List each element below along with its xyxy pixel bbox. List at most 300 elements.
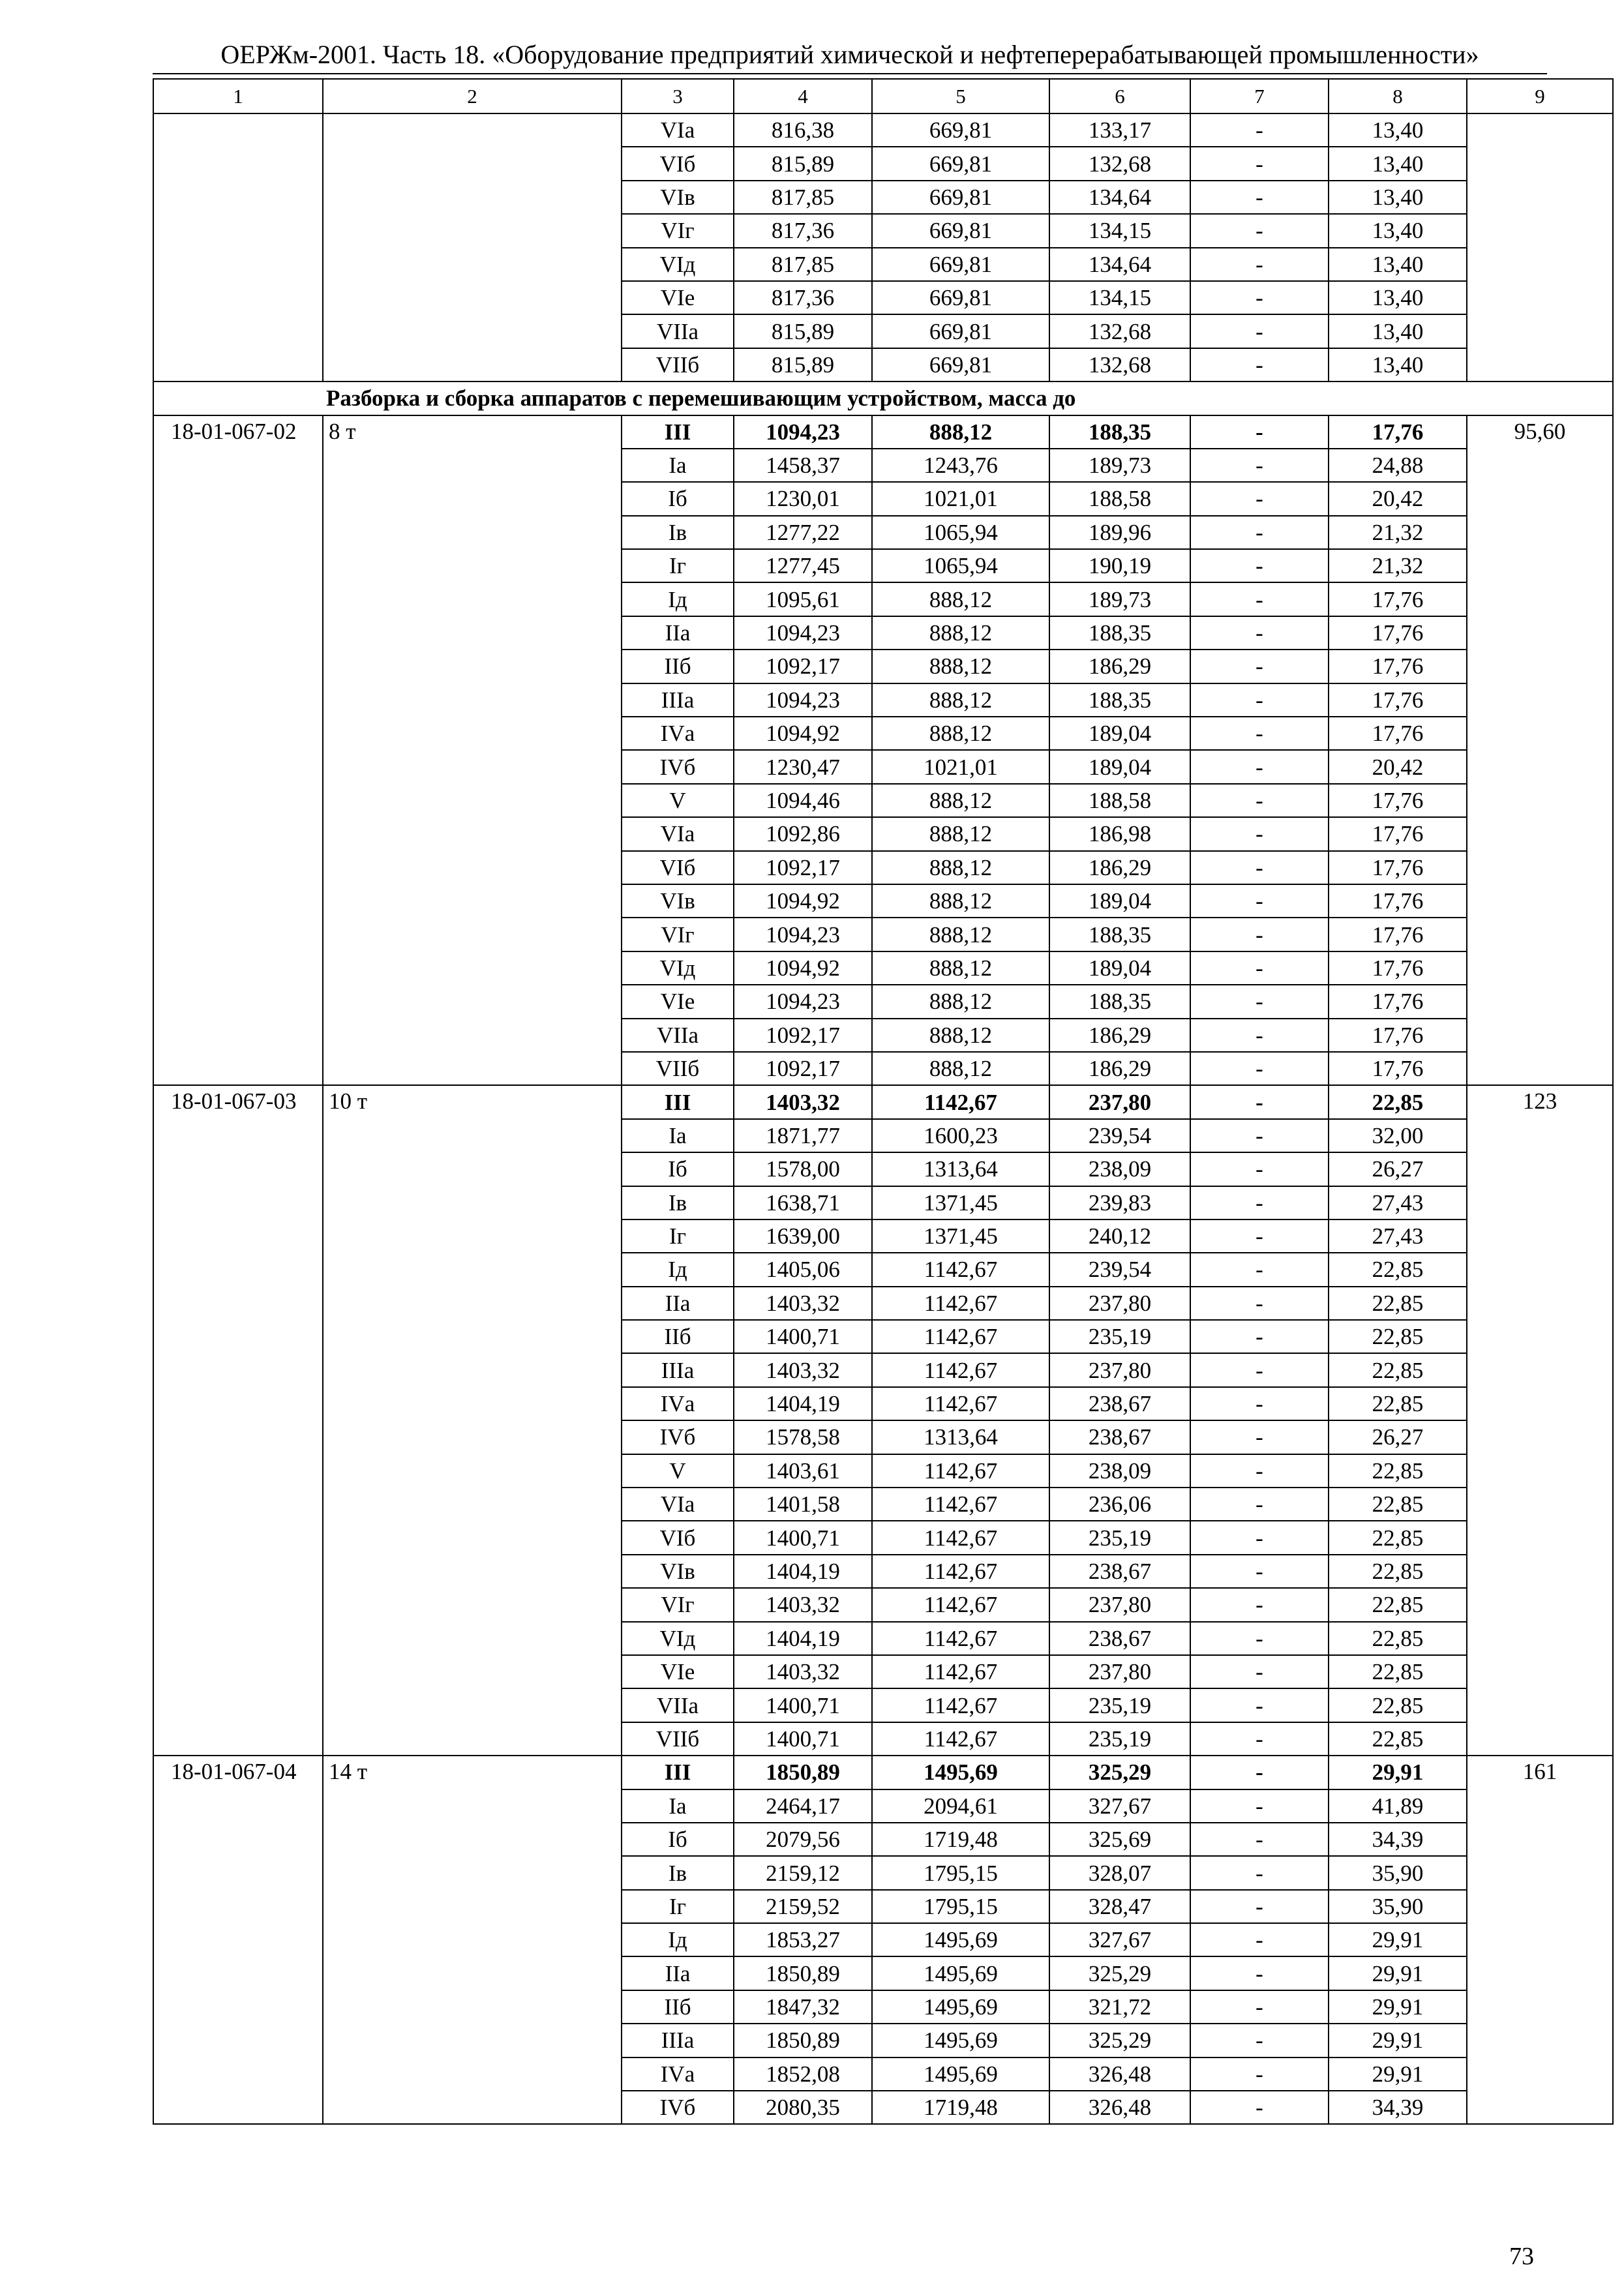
value-cell: 22,85 bbox=[1329, 1488, 1467, 1521]
value-cell: 888,12 bbox=[872, 918, 1049, 951]
column-number: 1 bbox=[153, 79, 323, 113]
value-cell: 188,35 bbox=[1049, 616, 1190, 650]
value-cell: 239,83 bbox=[1049, 1186, 1190, 1219]
value-cell: 22,85 bbox=[1329, 1253, 1467, 1286]
value-cell: VIIа bbox=[622, 1688, 734, 1722]
value-cell: 21,32 bbox=[1329, 549, 1467, 582]
value-cell: 888,12 bbox=[872, 650, 1049, 683]
value-cell: 1142,67 bbox=[872, 1353, 1049, 1386]
value-cell: 1403,32 bbox=[734, 1085, 872, 1118]
value-cell: 1065,94 bbox=[872, 549, 1049, 582]
column-number: 4 bbox=[734, 79, 872, 113]
value-cell: - bbox=[1190, 1287, 1329, 1320]
value-cell: 1578,58 bbox=[734, 1420, 872, 1454]
value-cell: 21,32 bbox=[1329, 516, 1467, 549]
value-cell: 239,54 bbox=[1049, 1253, 1190, 1286]
value-cell: 328,47 bbox=[1049, 1890, 1190, 1923]
rate-code: 18-01-067-03 bbox=[153, 1085, 323, 1756]
value-cell: VIв bbox=[622, 1555, 734, 1588]
value-cell: Iд bbox=[622, 1923, 734, 1956]
value-cell: 888,12 bbox=[872, 616, 1049, 650]
value-cell: 235,19 bbox=[1049, 1320, 1190, 1353]
value-cell: 326,48 bbox=[1049, 2057, 1190, 2091]
value-cell: 13,40 bbox=[1329, 214, 1467, 247]
value-cell: 22,85 bbox=[1329, 1688, 1467, 1722]
value-cell: IIIа bbox=[622, 1353, 734, 1386]
value-cell: 325,69 bbox=[1049, 1823, 1190, 1856]
value-cell: - bbox=[1190, 1253, 1329, 1286]
value-cell: 41,89 bbox=[1329, 1789, 1467, 1823]
value-cell: 1142,67 bbox=[872, 1588, 1049, 1621]
value-cell: 29,91 bbox=[1329, 1956, 1467, 1990]
value-cell: 27,43 bbox=[1329, 1186, 1467, 1219]
value-cell: 22,85 bbox=[1329, 1655, 1467, 1688]
value-cell: 325,29 bbox=[1049, 1756, 1190, 1789]
value-cell: 1495,69 bbox=[872, 1923, 1049, 1956]
value-cell: VIIб bbox=[622, 1722, 734, 1756]
value-cell: 13,40 bbox=[1329, 314, 1467, 348]
value-cell: - bbox=[1190, 181, 1329, 214]
value-cell: 815,89 bbox=[734, 147, 872, 180]
value-cell: - bbox=[1190, 884, 1329, 918]
value-cell: 35,90 bbox=[1329, 1890, 1467, 1923]
value-cell: 1243,76 bbox=[872, 449, 1049, 482]
value-cell: 1795,15 bbox=[872, 1856, 1049, 1889]
value-cell: - bbox=[1190, 1186, 1329, 1219]
value-cell: 32,00 bbox=[1329, 1119, 1467, 1152]
value-cell: - bbox=[1190, 1789, 1329, 1823]
value-cell: IVа bbox=[622, 1387, 734, 1420]
value-cell: - bbox=[1190, 2057, 1329, 2091]
value-cell: 1094,23 bbox=[734, 616, 872, 650]
value-cell: 22,85 bbox=[1329, 1353, 1467, 1386]
value-cell: - bbox=[1190, 582, 1329, 616]
table-body bbox=[153, 79, 1613, 2124]
value-cell: Iб bbox=[622, 1152, 734, 1186]
value-cell: Iа bbox=[622, 449, 734, 482]
value-cell: 888,12 bbox=[872, 582, 1049, 616]
column-number: 5 bbox=[872, 79, 1049, 113]
value-cell: 133,17 bbox=[1049, 113, 1190, 147]
table-row bbox=[153, 1756, 1613, 1789]
value-cell: - bbox=[1190, 951, 1329, 985]
rate-col9: 161 bbox=[1467, 1756, 1613, 2124]
value-cell: VIIб bbox=[622, 348, 734, 382]
value-cell: 13,40 bbox=[1329, 348, 1467, 382]
value-cell: III bbox=[622, 415, 734, 449]
value-cell: 22,85 bbox=[1329, 1454, 1467, 1488]
value-cell: IVа bbox=[622, 2057, 734, 2091]
value-cell: 26,27 bbox=[1329, 1152, 1467, 1186]
value-cell: 1458,37 bbox=[734, 449, 872, 482]
value-cell: 29,91 bbox=[1329, 1923, 1467, 1956]
column-number: 2 bbox=[323, 79, 622, 113]
page-header: ОЕРЖм-2001. Часть 18. «Оборудование предприятий химической и нефтеперерабатывающей промышленности» bbox=[220, 40, 1479, 69]
value-cell: - bbox=[1190, 1085, 1329, 1118]
value-cell: 238,67 bbox=[1049, 1420, 1190, 1454]
value-cell: 29,91 bbox=[1329, 2024, 1467, 2057]
value-cell: 888,12 bbox=[872, 985, 1049, 1018]
value-cell: 189,73 bbox=[1049, 449, 1190, 482]
value-cell: 1852,08 bbox=[734, 2057, 872, 2091]
value-cell: 17,76 bbox=[1329, 717, 1467, 750]
value-cell: 1371,45 bbox=[872, 1219, 1049, 1253]
table-row bbox=[153, 1085, 1613, 1118]
value-cell: - bbox=[1190, 817, 1329, 850]
value-cell: 888,12 bbox=[872, 717, 1049, 750]
value-cell: 134,15 bbox=[1049, 281, 1190, 314]
value-cell: 1065,94 bbox=[872, 516, 1049, 549]
value-cell: 817,85 bbox=[734, 181, 872, 214]
value-cell: - bbox=[1190, 1655, 1329, 1688]
value-cell: 1021,01 bbox=[872, 482, 1049, 515]
value-cell: 17,76 bbox=[1329, 616, 1467, 650]
value-cell: 888,12 bbox=[872, 1019, 1049, 1052]
value-cell: 1142,67 bbox=[872, 1387, 1049, 1420]
value-cell: - bbox=[1190, 784, 1329, 817]
value-cell: 13,40 bbox=[1329, 248, 1467, 281]
value-cell: - bbox=[1190, 214, 1329, 247]
value-cell: 1404,19 bbox=[734, 1555, 872, 1588]
value-cell: 1403,32 bbox=[734, 1588, 872, 1621]
value-cell: 2159,12 bbox=[734, 1856, 872, 1889]
value-cell: 1094,23 bbox=[734, 918, 872, 951]
value-cell: VIIа bbox=[622, 314, 734, 348]
value-cell: IVа bbox=[622, 717, 734, 750]
value-cell: 237,80 bbox=[1049, 1353, 1190, 1386]
value-cell: 188,35 bbox=[1049, 985, 1190, 1018]
value-cell: 1092,17 bbox=[734, 1019, 872, 1052]
value-cell: 27,43 bbox=[1329, 1219, 1467, 1253]
page-number: 73 bbox=[1509, 2243, 1534, 2270]
value-cell: - bbox=[1190, 683, 1329, 717]
value-cell: 2159,52 bbox=[734, 1890, 872, 1923]
value-cell: 1277,22 bbox=[734, 516, 872, 549]
value-cell: 237,80 bbox=[1049, 1287, 1190, 1320]
table-row bbox=[153, 113, 1613, 147]
value-cell: - bbox=[1190, 750, 1329, 783]
value-cell: 1400,71 bbox=[734, 1688, 872, 1722]
value-cell: 34,39 bbox=[1329, 1823, 1467, 1856]
value-cell: 17,76 bbox=[1329, 817, 1467, 850]
section-title: Разборка и сборка аппаратов с перемешивающим устройством, масса до bbox=[153, 382, 1613, 415]
value-cell: 1142,67 bbox=[872, 1688, 1049, 1722]
value-cell: VIв bbox=[622, 181, 734, 214]
value-cell: 1404,19 bbox=[734, 1387, 872, 1420]
value-cell: - bbox=[1190, 1152, 1329, 1186]
value-cell: 17,76 bbox=[1329, 1052, 1467, 1085]
value-cell: 1871,77 bbox=[734, 1119, 872, 1152]
value-cell: 328,07 bbox=[1049, 1856, 1190, 1889]
value-cell: 238,09 bbox=[1049, 1454, 1190, 1488]
value-cell: - bbox=[1190, 1823, 1329, 1856]
value-cell: - bbox=[1190, 717, 1329, 750]
value-cell: - bbox=[1190, 1387, 1329, 1420]
value-cell: - bbox=[1190, 1688, 1329, 1722]
value-cell: 326,48 bbox=[1049, 2091, 1190, 2124]
value-cell: - bbox=[1190, 1320, 1329, 1353]
value-cell: 1142,67 bbox=[872, 1555, 1049, 1588]
value-cell: 132,68 bbox=[1049, 314, 1190, 348]
value-cell: 815,89 bbox=[734, 348, 872, 382]
value-cell: 17,76 bbox=[1329, 1019, 1467, 1052]
value-cell: 22,85 bbox=[1329, 1387, 1467, 1420]
value-cell: 1850,89 bbox=[734, 1956, 872, 1990]
value-cell: 13,40 bbox=[1329, 181, 1467, 214]
value-cell: VIа bbox=[622, 817, 734, 850]
value-cell: VIд bbox=[622, 1622, 734, 1655]
value-cell: - bbox=[1190, 415, 1329, 449]
value-cell: 816,38 bbox=[734, 113, 872, 147]
rate-code: 18-01-067-02 bbox=[153, 415, 323, 1086]
value-cell: IIа bbox=[622, 616, 734, 650]
value-cell: 189,96 bbox=[1049, 516, 1190, 549]
value-cell: 34,39 bbox=[1329, 2091, 1467, 2124]
value-cell: IVб bbox=[622, 1420, 734, 1454]
value-cell: 1142,67 bbox=[872, 1085, 1049, 1118]
value-cell: 1142,67 bbox=[872, 1488, 1049, 1521]
column-number: 8 bbox=[1329, 79, 1467, 113]
value-cell: - bbox=[1190, 1622, 1329, 1655]
column-numbers-row bbox=[153, 79, 1613, 113]
value-cell: - bbox=[1190, 281, 1329, 314]
value-cell: 35,90 bbox=[1329, 1856, 1467, 1889]
column-number: 9 bbox=[1467, 79, 1613, 113]
value-cell: 1795,15 bbox=[872, 1890, 1049, 1923]
value-cell: Iд bbox=[622, 1253, 734, 1286]
value-cell: 1400,71 bbox=[734, 1722, 872, 1756]
value-cell: 669,81 bbox=[872, 113, 1049, 147]
value-cell: VIе bbox=[622, 985, 734, 1018]
rate-name: 14 т bbox=[323, 1756, 622, 2124]
value-cell: - bbox=[1190, 1019, 1329, 1052]
value-cell: 1095,61 bbox=[734, 582, 872, 616]
value-cell: 1400,71 bbox=[734, 1521, 872, 1554]
value-cell: Iб bbox=[622, 482, 734, 515]
value-cell: Iг bbox=[622, 549, 734, 582]
rate-name: 10 т bbox=[323, 1085, 622, 1756]
value-cell: 22,85 bbox=[1329, 1622, 1467, 1655]
value-cell: 188,35 bbox=[1049, 918, 1190, 951]
value-cell: 1142,67 bbox=[872, 1454, 1049, 1488]
value-cell: 669,81 bbox=[872, 181, 1049, 214]
value-cell: 188,35 bbox=[1049, 683, 1190, 717]
value-cell: Iв bbox=[622, 1186, 734, 1219]
value-cell: 1847,32 bbox=[734, 1990, 872, 2024]
value-cell: 17,76 bbox=[1329, 951, 1467, 985]
value-cell: 236,06 bbox=[1049, 1488, 1190, 1521]
value-cell: 13,40 bbox=[1329, 281, 1467, 314]
value-cell: 1094,92 bbox=[734, 884, 872, 918]
value-cell: 13,40 bbox=[1329, 113, 1467, 147]
value-cell: 17,76 bbox=[1329, 415, 1467, 449]
value-cell: III bbox=[622, 1085, 734, 1118]
value-cell: - bbox=[1190, 1555, 1329, 1588]
value-cell: - bbox=[1190, 1219, 1329, 1253]
rate-col9: 95,60 bbox=[1467, 415, 1613, 1086]
value-cell: 327,67 bbox=[1049, 1923, 1190, 1956]
value-cell: 1401,58 bbox=[734, 1488, 872, 1521]
value-cell: 17,76 bbox=[1329, 851, 1467, 884]
value-cell: 1403,32 bbox=[734, 1655, 872, 1688]
value-cell: IIб bbox=[622, 1320, 734, 1353]
value-cell: 1142,67 bbox=[872, 1287, 1049, 1320]
value-cell: 325,29 bbox=[1049, 1956, 1190, 1990]
table-row bbox=[153, 415, 1613, 449]
value-cell: 17,76 bbox=[1329, 683, 1467, 717]
value-cell: 1313,64 bbox=[872, 1152, 1049, 1186]
value-cell: 2094,61 bbox=[872, 1789, 1049, 1823]
value-cell: - bbox=[1190, 1956, 1329, 1990]
value-cell: 1639,00 bbox=[734, 1219, 872, 1253]
value-cell: 1094,23 bbox=[734, 683, 872, 717]
value-cell: 188,58 bbox=[1049, 784, 1190, 817]
value-cell: Iа bbox=[622, 1789, 734, 1823]
value-cell: VIб bbox=[622, 851, 734, 884]
value-cell: 1092,86 bbox=[734, 817, 872, 850]
value-cell: 29,91 bbox=[1329, 1756, 1467, 1789]
code-cell bbox=[153, 113, 323, 382]
value-cell: 1405,06 bbox=[734, 1253, 872, 1286]
value-cell: V bbox=[622, 1454, 734, 1488]
value-cell: 888,12 bbox=[872, 817, 1049, 850]
name-cell bbox=[323, 113, 622, 382]
value-cell: 1142,67 bbox=[872, 1521, 1049, 1554]
value-cell: 186,29 bbox=[1049, 851, 1190, 884]
value-cell: Iа bbox=[622, 1119, 734, 1152]
value-cell: VIд bbox=[622, 248, 734, 281]
value-cell: IVб bbox=[622, 750, 734, 783]
value-cell: VIе bbox=[622, 281, 734, 314]
value-cell: 188,35 bbox=[1049, 415, 1190, 449]
value-cell: VIг bbox=[622, 918, 734, 951]
value-cell: 669,81 bbox=[872, 314, 1049, 348]
value-cell: 238,67 bbox=[1049, 1622, 1190, 1655]
value-cell: 1142,67 bbox=[872, 1622, 1049, 1655]
value-cell: 1142,67 bbox=[872, 1722, 1049, 1756]
value-cell: IIа bbox=[622, 1956, 734, 1990]
value-cell: - bbox=[1190, 2024, 1329, 2057]
value-cell: Iг bbox=[622, 1219, 734, 1253]
value-cell: 669,81 bbox=[872, 248, 1049, 281]
value-cell: 669,81 bbox=[872, 281, 1049, 314]
value-cell: 22,85 bbox=[1329, 1555, 1467, 1588]
value-cell: 1403,32 bbox=[734, 1353, 872, 1386]
value-cell: III bbox=[622, 1756, 734, 1789]
value-cell: - bbox=[1190, 1454, 1329, 1488]
value-cell: VIг bbox=[622, 214, 734, 247]
value-cell: 22,85 bbox=[1329, 1722, 1467, 1756]
value-cell: - bbox=[1190, 616, 1329, 650]
value-cell: IIIа bbox=[622, 2024, 734, 2057]
value-cell: 26,27 bbox=[1329, 1420, 1467, 1454]
value-cell: VIб bbox=[622, 1521, 734, 1554]
value-cell: - bbox=[1190, 482, 1329, 515]
value-cell: 1495,69 bbox=[872, 2024, 1049, 2057]
value-cell: 2080,35 bbox=[734, 2091, 872, 2124]
column-number: 6 bbox=[1049, 79, 1190, 113]
value-cell: 888,12 bbox=[872, 683, 1049, 717]
value-cell: 22,85 bbox=[1329, 1287, 1467, 1320]
value-cell: 669,81 bbox=[872, 147, 1049, 180]
value-cell: IVб bbox=[622, 2091, 734, 2124]
value-cell: - bbox=[1190, 2091, 1329, 2124]
value-cell: 17,76 bbox=[1329, 918, 1467, 951]
value-cell: 132,68 bbox=[1049, 348, 1190, 382]
value-cell: 1403,32 bbox=[734, 1287, 872, 1320]
value-cell: - bbox=[1190, 248, 1329, 281]
value-cell: - bbox=[1190, 1353, 1329, 1386]
value-cell: 1404,19 bbox=[734, 1622, 872, 1655]
value-cell: 189,04 bbox=[1049, 750, 1190, 783]
value-cell: 1719,48 bbox=[872, 1823, 1049, 1856]
value-cell: VIIб bbox=[622, 1052, 734, 1085]
value-cell: 1021,01 bbox=[872, 750, 1049, 783]
value-cell: 327,67 bbox=[1049, 1789, 1190, 1823]
value-cell: - bbox=[1190, 1756, 1329, 1789]
value-cell: 237,80 bbox=[1049, 1588, 1190, 1621]
value-cell: - bbox=[1190, 1420, 1329, 1454]
value-cell: 1853,27 bbox=[734, 1923, 872, 1956]
value-cell: 22,85 bbox=[1329, 1521, 1467, 1554]
value-cell: 134,64 bbox=[1049, 248, 1190, 281]
value-cell: 1403,61 bbox=[734, 1454, 872, 1488]
value-cell: - bbox=[1190, 1521, 1329, 1554]
value-cell: 1094,92 bbox=[734, 951, 872, 985]
value-cell: 235,19 bbox=[1049, 1722, 1190, 1756]
value-cell: - bbox=[1190, 650, 1329, 683]
value-cell: - bbox=[1190, 314, 1329, 348]
rate-code: 18-01-067-04 bbox=[153, 1756, 323, 2124]
value-cell: 189,73 bbox=[1049, 582, 1190, 616]
value-cell: 238,09 bbox=[1049, 1152, 1190, 1186]
value-cell: 1094,23 bbox=[734, 415, 872, 449]
value-cell: 1313,64 bbox=[872, 1420, 1049, 1454]
value-cell: Iв bbox=[622, 1856, 734, 1889]
section-title-row bbox=[153, 382, 1613, 415]
value-cell: 17,76 bbox=[1329, 582, 1467, 616]
value-cell: Iв bbox=[622, 516, 734, 549]
value-cell: 888,12 bbox=[872, 1052, 1049, 1085]
value-cell: 1371,45 bbox=[872, 1186, 1049, 1219]
value-cell: - bbox=[1190, 985, 1329, 1018]
value-cell: Iг bbox=[622, 1890, 734, 1923]
value-cell: 1230,01 bbox=[734, 482, 872, 515]
value-cell: V bbox=[622, 784, 734, 817]
value-cell: 1092,17 bbox=[734, 650, 872, 683]
value-cell: VIIа bbox=[622, 1019, 734, 1052]
value-cell: 1578,00 bbox=[734, 1152, 872, 1186]
value-cell: VIа bbox=[622, 1488, 734, 1521]
value-cell: 134,64 bbox=[1049, 181, 1190, 214]
value-cell: - bbox=[1190, 1856, 1329, 1889]
value-cell: 1850,89 bbox=[734, 1756, 872, 1789]
rate-name: 8 т bbox=[323, 415, 622, 1086]
value-cell: 17,76 bbox=[1329, 650, 1467, 683]
value-cell: 17,76 bbox=[1329, 784, 1467, 817]
rates-table bbox=[153, 78, 1614, 2125]
value-cell: IIб bbox=[622, 1990, 734, 2024]
header-rule bbox=[153, 73, 1547, 74]
value-cell: 20,42 bbox=[1329, 482, 1467, 515]
value-cell: 1638,71 bbox=[734, 1186, 872, 1219]
value-cell: - bbox=[1190, 1052, 1329, 1085]
value-cell: - bbox=[1190, 1890, 1329, 1923]
value-cell: 1092,17 bbox=[734, 1052, 872, 1085]
value-cell: - bbox=[1190, 147, 1329, 180]
value-cell: 325,29 bbox=[1049, 2024, 1190, 2057]
value-cell: 237,80 bbox=[1049, 1085, 1190, 1118]
